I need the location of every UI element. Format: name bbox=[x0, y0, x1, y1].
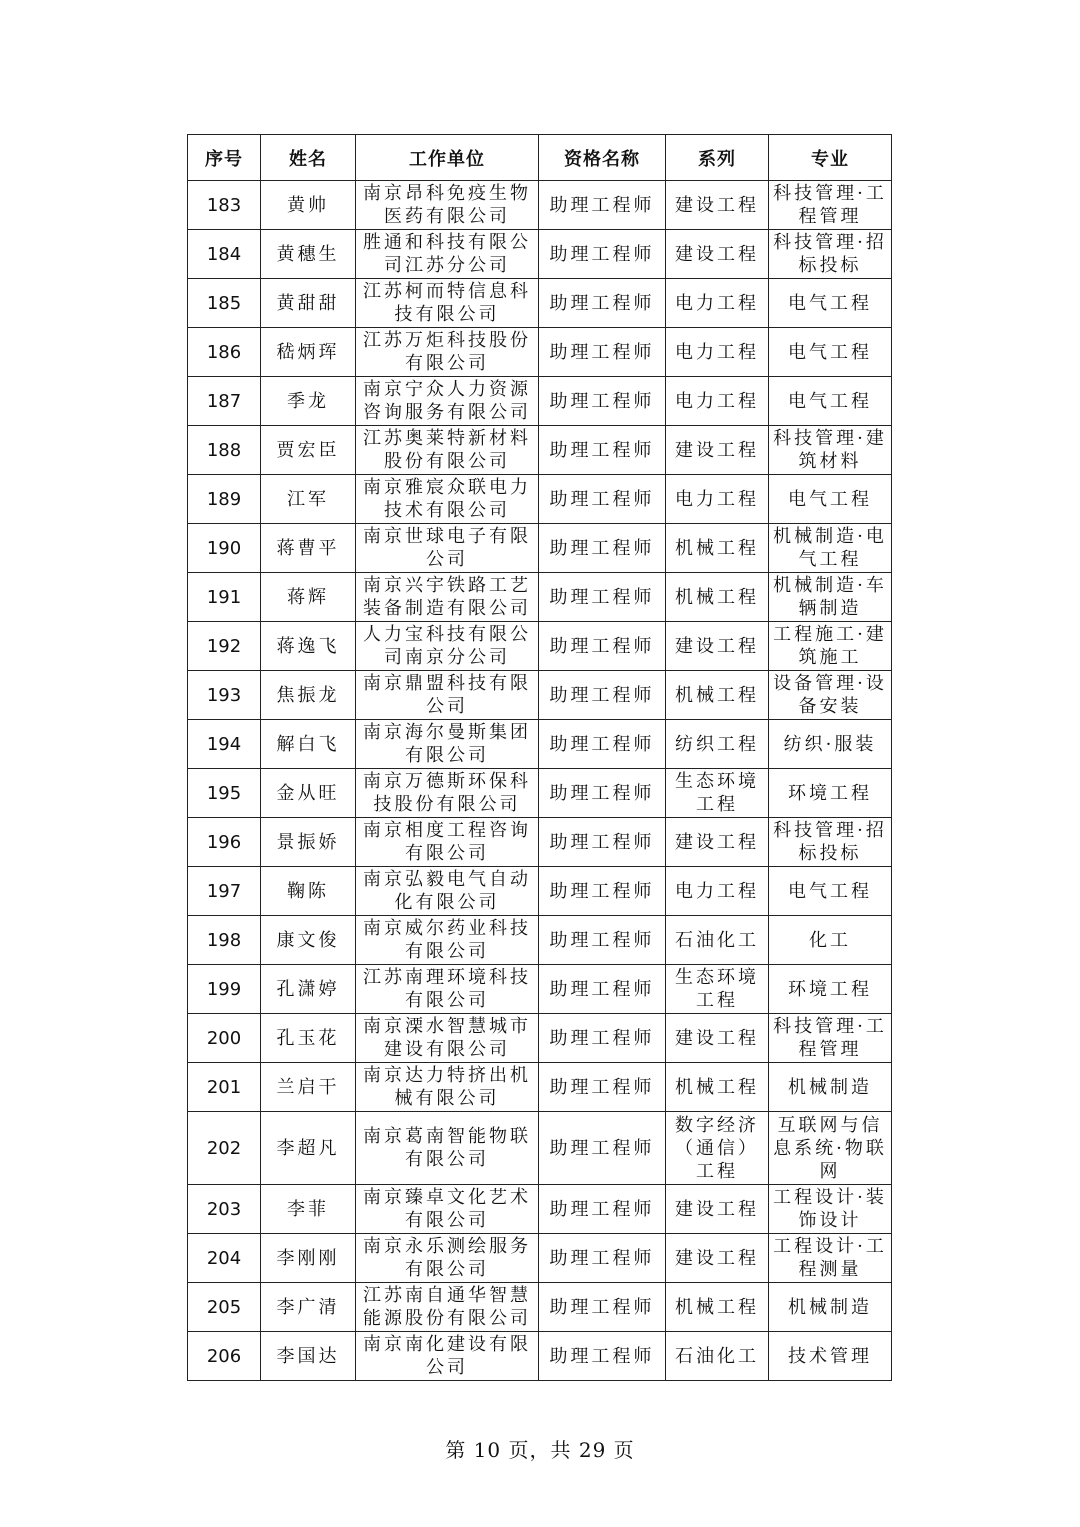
cell-employer: 江苏南自通华智慧能源股份有限公司 bbox=[356, 1283, 539, 1332]
cell-no: 199 bbox=[188, 965, 261, 1014]
table-row bbox=[188, 916, 892, 965]
cell-major: 机械制造 bbox=[769, 1063, 892, 1112]
table-row bbox=[188, 181, 892, 230]
cell-major: 电气工程 bbox=[769, 279, 892, 328]
cell-employer: 南京弘毅电气自动化有限公司 bbox=[356, 867, 539, 916]
cell-series: 数字经济（通信）工程 bbox=[666, 1112, 769, 1185]
cell-employer: 江苏柯而特信息科技有限公司 bbox=[356, 279, 539, 328]
cell-qualification: 助理工程师 bbox=[539, 671, 666, 720]
cell-major: 科技管理·招标投标 bbox=[769, 230, 892, 279]
cell-no: 192 bbox=[188, 622, 261, 671]
column-header-series: 系列 bbox=[666, 135, 769, 181]
cell-qualification: 助理工程师 bbox=[539, 475, 666, 524]
cell-series: 石油化工 bbox=[666, 1332, 769, 1381]
cell-employer: 南京威尔药业科技有限公司 bbox=[356, 916, 539, 965]
cell-employer: 南京臻卓文化艺术有限公司 bbox=[356, 1185, 539, 1234]
table-header-row bbox=[188, 135, 892, 181]
column-header-major: 专业 bbox=[769, 135, 892, 181]
table-row bbox=[188, 1014, 892, 1063]
table-row bbox=[188, 524, 892, 573]
cell-employer: 南京南化建设有限公司 bbox=[356, 1332, 539, 1381]
cell-employer: 南京相度工程咨询有限公司 bbox=[356, 818, 539, 867]
cell-series: 建设工程 bbox=[666, 622, 769, 671]
cell-qualification: 助理工程师 bbox=[539, 818, 666, 867]
cell-series: 建设工程 bbox=[666, 426, 769, 475]
table-row bbox=[188, 426, 892, 475]
cell-employer: 南京葛南智能物联有限公司 bbox=[356, 1112, 539, 1185]
cell-series: 纺织工程 bbox=[666, 720, 769, 769]
cell-name: 李国达 bbox=[261, 1332, 356, 1381]
table-row bbox=[188, 230, 892, 279]
cell-major: 工程设计·工程测量 bbox=[769, 1234, 892, 1283]
cell-series: 建设工程 bbox=[666, 181, 769, 230]
cell-name: 嵇炳珲 bbox=[261, 328, 356, 377]
cell-major: 技术管理 bbox=[769, 1332, 892, 1381]
cell-name: 李菲 bbox=[261, 1185, 356, 1234]
cell-employer: 江苏南理环境科技有限公司 bbox=[356, 965, 539, 1014]
cell-major: 科技管理·工程管理 bbox=[769, 181, 892, 230]
cell-major: 工程设计·装饰设计 bbox=[769, 1185, 892, 1234]
cell-qualification: 助理工程师 bbox=[539, 524, 666, 573]
cell-major: 设备管理·设备安装 bbox=[769, 671, 892, 720]
cell-qualification: 助理工程师 bbox=[539, 622, 666, 671]
cell-qualification: 助理工程师 bbox=[539, 377, 666, 426]
cell-series: 机械工程 bbox=[666, 1063, 769, 1112]
cell-name: 孔潇婷 bbox=[261, 965, 356, 1014]
cell-no: 200 bbox=[188, 1014, 261, 1063]
cell-employer: 人力宝科技有限公司南京分公司 bbox=[356, 622, 539, 671]
cell-employer: 南京永乐测绘服务有限公司 bbox=[356, 1234, 539, 1283]
cell-qualification: 助理工程师 bbox=[539, 1185, 666, 1234]
cell-major: 电气工程 bbox=[769, 377, 892, 426]
cell-qualification: 助理工程师 bbox=[539, 426, 666, 475]
cell-series: 建设工程 bbox=[666, 1185, 769, 1234]
table-row bbox=[188, 769, 892, 818]
cell-qualification: 助理工程师 bbox=[539, 769, 666, 818]
cell-name: 蒋辉 bbox=[261, 573, 356, 622]
column-header-qualification: 资格名称 bbox=[539, 135, 666, 181]
cell-name: 蒋逸飞 bbox=[261, 622, 356, 671]
cell-major: 电气工程 bbox=[769, 475, 892, 524]
cell-qualification: 助理工程师 bbox=[539, 867, 666, 916]
cell-no: 194 bbox=[188, 720, 261, 769]
cell-qualification: 助理工程师 bbox=[539, 965, 666, 1014]
cell-name: 景振娇 bbox=[261, 818, 356, 867]
cell-major: 工程施工·建筑施工 bbox=[769, 622, 892, 671]
column-header-name: 姓名 bbox=[261, 135, 356, 181]
table-row bbox=[188, 1283, 892, 1332]
cell-series: 生态环境工程 bbox=[666, 769, 769, 818]
cell-no: 188 bbox=[188, 426, 261, 475]
cell-no: 191 bbox=[188, 573, 261, 622]
cell-qualification: 助理工程师 bbox=[539, 1063, 666, 1112]
cell-major: 机械制造·电气工程 bbox=[769, 524, 892, 573]
cell-no: 185 bbox=[188, 279, 261, 328]
table-row bbox=[188, 720, 892, 769]
cell-employer: 江苏奥莱特新材料股份有限公司 bbox=[356, 426, 539, 475]
table-row bbox=[188, 818, 892, 867]
cell-name: 蒋曹平 bbox=[261, 524, 356, 573]
table-row bbox=[188, 1234, 892, 1283]
cell-major: 互联网与信息系统·物联网 bbox=[769, 1112, 892, 1185]
cell-name: 康文俊 bbox=[261, 916, 356, 965]
cell-name: 黄帅 bbox=[261, 181, 356, 230]
table-row bbox=[188, 1185, 892, 1234]
cell-qualification: 助理工程师 bbox=[539, 916, 666, 965]
cell-no: 201 bbox=[188, 1063, 261, 1112]
table-row bbox=[188, 328, 892, 377]
cell-qualification: 助理工程师 bbox=[539, 279, 666, 328]
cell-name: 李刚刚 bbox=[261, 1234, 356, 1283]
cell-name: 金从旺 bbox=[261, 769, 356, 818]
cell-qualification: 助理工程师 bbox=[539, 328, 666, 377]
table-row bbox=[188, 1063, 892, 1112]
cell-employer: 南京达力特挤出机械有限公司 bbox=[356, 1063, 539, 1112]
cell-no: 196 bbox=[188, 818, 261, 867]
cell-series: 机械工程 bbox=[666, 1283, 769, 1332]
cell-name: 李广清 bbox=[261, 1283, 356, 1332]
cell-series: 生态环境工程 bbox=[666, 965, 769, 1014]
column-header-no: 序号 bbox=[188, 135, 261, 181]
cell-series: 建设工程 bbox=[666, 1014, 769, 1063]
table-row bbox=[188, 965, 892, 1014]
cell-employer: 江苏万炬科技股份有限公司 bbox=[356, 328, 539, 377]
cell-name: 解白飞 bbox=[261, 720, 356, 769]
cell-qualification: 助理工程师 bbox=[539, 720, 666, 769]
cell-series: 电力工程 bbox=[666, 475, 769, 524]
cell-no: 195 bbox=[188, 769, 261, 818]
cell-name: 江军 bbox=[261, 475, 356, 524]
cell-employer: 胜通和科技有限公司江苏分公司 bbox=[356, 230, 539, 279]
cell-series: 电力工程 bbox=[666, 328, 769, 377]
table-row bbox=[188, 671, 892, 720]
cell-series: 机械工程 bbox=[666, 671, 769, 720]
cell-no: 205 bbox=[188, 1283, 261, 1332]
cell-no: 184 bbox=[188, 230, 261, 279]
column-header-employer: 工作单位 bbox=[356, 135, 539, 181]
table-row bbox=[188, 279, 892, 328]
cell-employer: 南京昂科免疫生物医药有限公司 bbox=[356, 181, 539, 230]
cell-no: 186 bbox=[188, 328, 261, 377]
table-row bbox=[188, 573, 892, 622]
cell-name: 孔玉花 bbox=[261, 1014, 356, 1063]
cell-name: 焦振龙 bbox=[261, 671, 356, 720]
cell-major: 环境工程 bbox=[769, 769, 892, 818]
cell-series: 建设工程 bbox=[666, 818, 769, 867]
cell-qualification: 助理工程师 bbox=[539, 1234, 666, 1283]
cell-no: 204 bbox=[188, 1234, 261, 1283]
cell-name: 季龙 bbox=[261, 377, 356, 426]
cell-employer: 南京海尔曼斯集团有限公司 bbox=[356, 720, 539, 769]
cell-qualification: 助理工程师 bbox=[539, 573, 666, 622]
cell-no: 198 bbox=[188, 916, 261, 965]
cell-series: 建设工程 bbox=[666, 1234, 769, 1283]
cell-employer: 南京溧水智慧城市建设有限公司 bbox=[356, 1014, 539, 1063]
cell-no: 183 bbox=[188, 181, 261, 230]
cell-employer: 南京雅宸众联电力技术有限公司 bbox=[356, 475, 539, 524]
cell-qualification: 助理工程师 bbox=[539, 1112, 666, 1185]
cell-no: 187 bbox=[188, 377, 261, 426]
cell-qualification: 助理工程师 bbox=[539, 1332, 666, 1381]
cell-qualification: 助理工程师 bbox=[539, 230, 666, 279]
cell-no: 189 bbox=[188, 475, 261, 524]
cell-series: 电力工程 bbox=[666, 279, 769, 328]
cell-series: 建设工程 bbox=[666, 230, 769, 279]
page-footer: 第 10 页，共 29 页 bbox=[445, 1438, 635, 1462]
cell-qualification: 助理工程师 bbox=[539, 1014, 666, 1063]
cell-major: 纺织·服装 bbox=[769, 720, 892, 769]
cell-major: 科技管理·工程管理 bbox=[769, 1014, 892, 1063]
cell-employer: 南京兴宇铁路工艺装备制造有限公司 bbox=[356, 573, 539, 622]
cell-series: 机械工程 bbox=[666, 573, 769, 622]
cell-employer: 南京世球电子有限公司 bbox=[356, 524, 539, 573]
cell-employer: 南京宁众人力资源咨询服务有限公司 bbox=[356, 377, 539, 426]
table-row bbox=[188, 475, 892, 524]
cell-name: 黄穗生 bbox=[261, 230, 356, 279]
cell-employer: 南京万德斯环保科技股份有限公司 bbox=[356, 769, 539, 818]
table-row bbox=[188, 867, 892, 916]
cell-name: 贾宏臣 bbox=[261, 426, 356, 475]
cell-series: 石油化工 bbox=[666, 916, 769, 965]
cell-series: 电力工程 bbox=[666, 377, 769, 426]
table-row bbox=[188, 1112, 892, 1185]
cell-name: 鞠陈 bbox=[261, 867, 356, 916]
cell-no: 193 bbox=[188, 671, 261, 720]
cell-major: 电气工程 bbox=[769, 867, 892, 916]
cell-major: 机械制造 bbox=[769, 1283, 892, 1332]
table-row bbox=[188, 377, 892, 426]
cell-no: 202 bbox=[188, 1112, 261, 1185]
cell-no: 190 bbox=[188, 524, 261, 573]
cell-series: 电力工程 bbox=[666, 867, 769, 916]
cell-major: 电气工程 bbox=[769, 328, 892, 377]
table-row bbox=[188, 1332, 892, 1381]
cell-major: 环境工程 bbox=[769, 965, 892, 1014]
cell-qualification: 助理工程师 bbox=[539, 181, 666, 230]
cell-major: 科技管理·建筑材料 bbox=[769, 426, 892, 475]
table-body bbox=[188, 181, 892, 1381]
cell-name: 李超凡 bbox=[261, 1112, 356, 1185]
cell-no: 203 bbox=[188, 1185, 261, 1234]
cell-major: 化工 bbox=[769, 916, 892, 965]
cell-name: 兰启干 bbox=[261, 1063, 356, 1112]
cell-employer: 南京鼎盟科技有限公司 bbox=[356, 671, 539, 720]
roster-table bbox=[187, 134, 892, 1381]
cell-name: 黄甜甜 bbox=[261, 279, 356, 328]
cell-no: 206 bbox=[188, 1332, 261, 1381]
cell-no: 197 bbox=[188, 867, 261, 916]
cell-series: 机械工程 bbox=[666, 524, 769, 573]
cell-major: 科技管理·招标投标 bbox=[769, 818, 892, 867]
table-row bbox=[188, 622, 892, 671]
cell-qualification: 助理工程师 bbox=[539, 1283, 666, 1332]
cell-major: 机械制造·车辆制造 bbox=[769, 573, 892, 622]
